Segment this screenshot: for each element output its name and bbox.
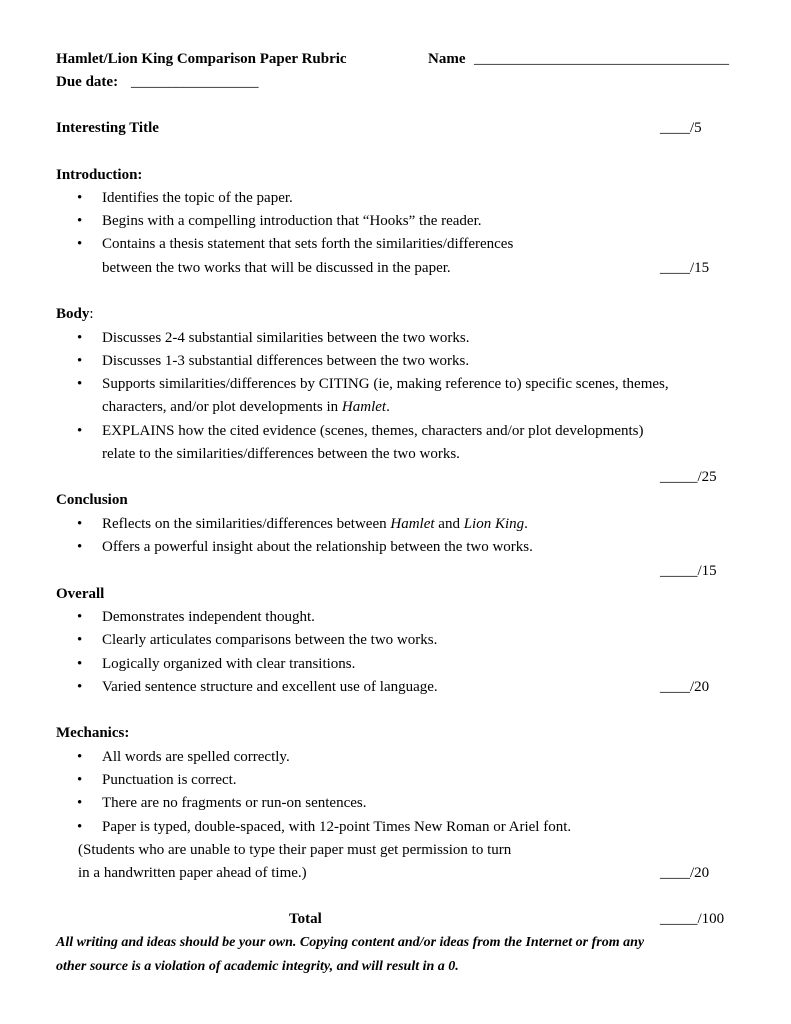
bullet: • [77, 353, 83, 369]
due-date-label: Due date: [56, 74, 119, 90]
bullet: • [77, 190, 83, 206]
body-heading: Body: [56, 306, 94, 322]
integrity-note-line: other source is a violation of academic integrity, and will result in a 0. [56, 959, 459, 974]
body-item: Supports similarities/differences by CITING (ie, making reference to) specific scenes, themes, [102, 376, 669, 392]
total-label: Total [289, 911, 322, 927]
introduction-item: Identifies the topic of the paper. [102, 190, 293, 206]
bullet: • [77, 236, 83, 252]
bullet: • [77, 772, 83, 788]
bullet: • [77, 376, 83, 392]
conclusion-heading: Conclusion [56, 492, 128, 508]
mechanics-note-line: in a handwritten paper ahead of time.) [78, 865, 307, 881]
bullet: • [77, 516, 83, 532]
bullet: • [77, 609, 83, 625]
bullet: • [77, 819, 83, 835]
introduction-item: Begins with a compelling introduction that “Hooks” the reader. [102, 213, 482, 229]
bullet: • [77, 749, 83, 765]
bullet: • [77, 632, 83, 648]
mechanics-item: Paper is typed, double-spaced, with 12-point Times New Roman or Ariel font. [102, 819, 572, 835]
overall-heading: Overall [56, 586, 105, 602]
title-criterion-heading: Interesting Title [56, 120, 159, 136]
introduction-heading: Introduction: [56, 167, 143, 183]
due-date-blank: _________________ [131, 74, 259, 90]
mechanics-item: There are no fragments or run-on sentences. [102, 795, 367, 811]
name-blank: __________________________________ [474, 51, 729, 67]
body-item: Discusses 1-3 substantial differences between the two works. [102, 353, 470, 369]
introduction-item-continued: between the two works that will be discussed in the paper. [102, 260, 451, 276]
rubric-title: Hamlet/Lion King Comparison Paper Rubric [56, 51, 347, 67]
conclusion-item: Offers a powerful insight about the relationship between the two works. [102, 539, 533, 555]
overall-score: ____/20 [660, 679, 710, 695]
introduction-score: ____/15 [660, 260, 710, 276]
mechanics-score: ____/20 [660, 865, 710, 881]
body-item-continued: characters, and/or plot developments in Hamlet. [102, 399, 390, 415]
mechanics-note-line: (Students who are unable to type their paper must get permission to turn [78, 842, 512, 858]
body-item: EXPLAINS how the cited evidence (scenes, themes, characters and/or plot developments) [102, 423, 644, 439]
integrity-note-line: All writing and ideas should be your own. Copying content and/or ideas from the Internet or from any [56, 935, 645, 950]
conclusion-score: _____/15 [660, 563, 717, 579]
bullet: • [77, 213, 83, 229]
overall-item: Clearly articulates comparisons between the two works. [102, 632, 438, 648]
body-item-continued: relate to the similarities/differences between the two works. [102, 446, 460, 462]
overall-item: Demonstrates independent thought. [102, 609, 315, 625]
overall-item: Varied sentence structure and excellent use of language. [102, 679, 438, 695]
bullet: • [77, 330, 83, 346]
overall-item: Logically organized with clear transitions. [102, 656, 356, 672]
introduction-item: Contains a thesis statement that sets forth the similarities/differences [102, 236, 514, 252]
bullet: • [77, 423, 83, 439]
body-score: _____/25 [660, 469, 717, 485]
name-label: Name [428, 51, 466, 67]
bullet: • [77, 656, 83, 672]
bullet: • [77, 679, 83, 695]
title-score: ____/5 [660, 120, 702, 136]
mechanics-item: All words are spelled correctly. [102, 749, 290, 765]
mechanics-item: Punctuation is correct. [102, 772, 237, 788]
mechanics-heading: Mechanics: [56, 725, 130, 741]
body-item: Discusses 2-4 substantial similarities between the two works. [102, 330, 470, 346]
bullet: • [77, 795, 83, 811]
bullet: • [77, 539, 83, 555]
conclusion-item: Reflects on the similarities/differences between Hamlet and Lion King. [102, 516, 528, 532]
total-score: _____/100 [660, 911, 725, 927]
